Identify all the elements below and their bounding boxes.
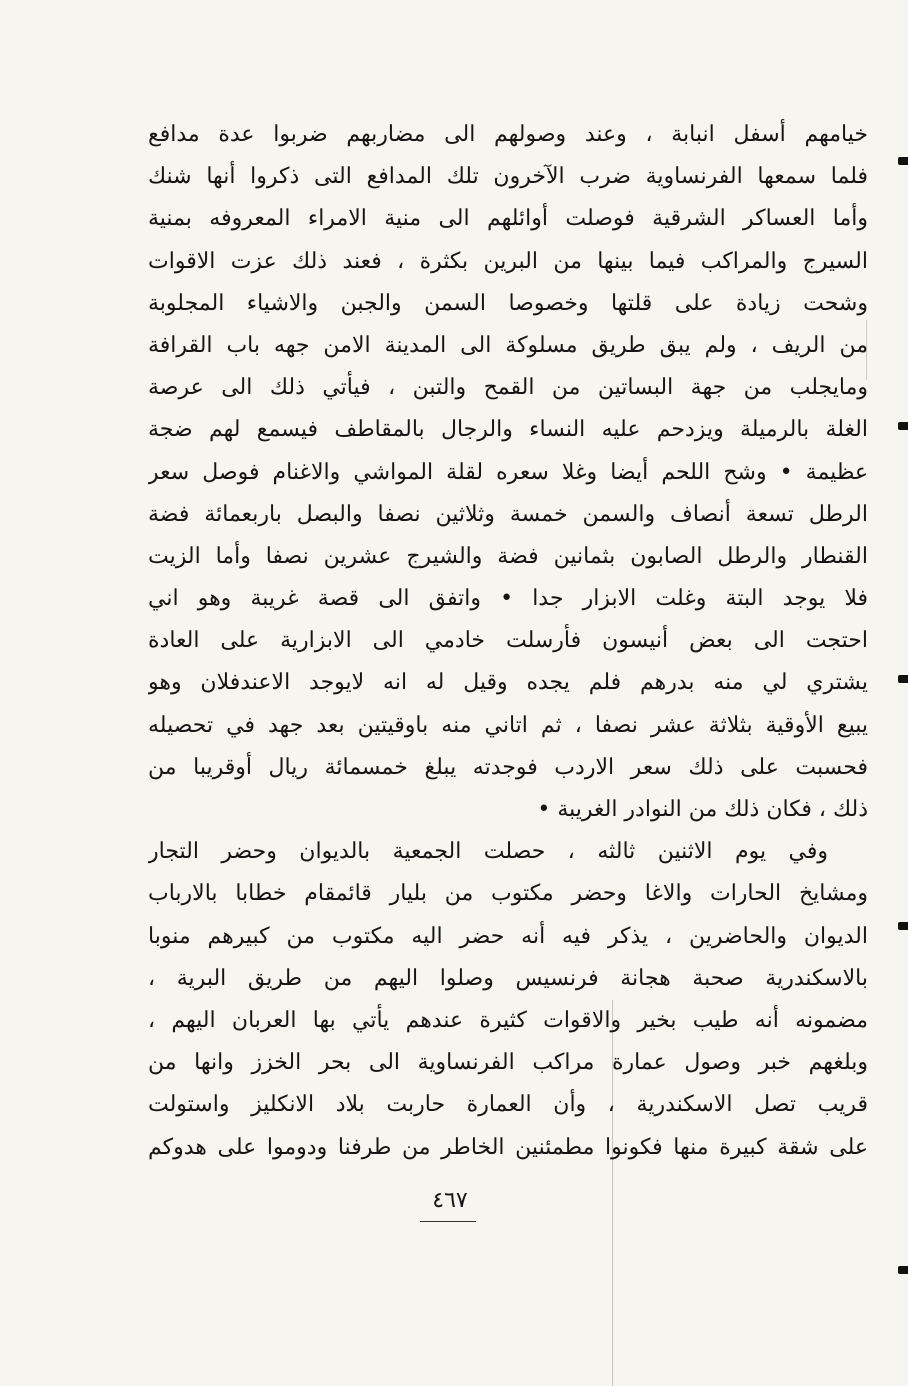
edge-ink-mark bbox=[898, 1266, 908, 1274]
text-line: يشتري لي منه بدرهم فلم يجده وقيل له انه لايوجد الاعندفلان وهو bbox=[148, 670, 868, 696]
edge-ink-mark bbox=[898, 422, 908, 430]
text-line: يبيع الأوقية بثلاثة عشر نصفا ، ثم اتاني منه باوقيتين بعد جهد في تحصيله bbox=[148, 712, 868, 738]
edge-ink-mark bbox=[898, 157, 908, 165]
text-line: على شقة كبيرة منها فكونوا مطمئنين الخاطر من طرفنا ودوموا على هدوكم bbox=[148, 1134, 868, 1160]
edge-ink-mark bbox=[898, 922, 908, 930]
paragraph-end-line: ذلك ، فكان ذلك من النوادر الغريبة • bbox=[537, 797, 868, 822]
text-line: عظيمة • وشح اللحم أيضا وغلا سعره لقلة المواشي والاغنام فوصل سعر bbox=[148, 459, 868, 485]
page-number-underline bbox=[420, 1221, 476, 1222]
text-line: بالاسكندرية صحبة هجانة فرنسيس وصلوا اليهم من طريق البرية ، bbox=[148, 965, 868, 991]
page-number: ٤٦٧ bbox=[432, 1188, 468, 1213]
text-line: وبلغهم خبر وصول عمارة مراكب الفرنساوية الى بحر الخزز وانها من bbox=[148, 1050, 868, 1076]
text-line: الرطل تسعة أنصاف والسمن خمسة وثلاثين نصفا والبصل باربعمائة فضة bbox=[148, 501, 868, 527]
text-line: الديوان والحاضرين ، يذكر فيه أنه حضر اليه مكتوب من كبيرهم منوبا bbox=[148, 923, 868, 949]
text-line: فلا يوجد البتة وغلت الابزار جدا • واتفق الى قصة غريبة وهو اني bbox=[148, 586, 868, 612]
text-line: فلما سمعها الفرنساوية ضرب الآخرون تلك المدافع التى ذكروا أنها شنك bbox=[148, 164, 868, 190]
text-line: فحسبت على ذلك سعر الاردب فوجدته يبلغ خمسمائة ريال أوقريبا من bbox=[148, 754, 868, 780]
text-line: خيامهم أسفل انبابة ، وعند وصولهم الى مضاربهم ضربوا عدة مدافع bbox=[148, 122, 868, 147]
text-line: القنطار والرطل الصابون بثمانين فضة والشيرج عشرين نصفا وأما الزيت bbox=[148, 543, 868, 569]
text-line: ومايجلب من جهة البساتين من القمح والتبن ، فيأتي ذلك الى عرصة bbox=[148, 375, 868, 401]
text-line: قريب تصل الاسكندرية ، وأن العمارة حاربت بلاد الانكليز واستولت bbox=[148, 1092, 868, 1118]
body-text bbox=[148, 114, 868, 1169]
paragraph-start-line: وفي يوم الاثنين ثالثه ، حصلت الجمعية بالديوان وحضر التجار bbox=[148, 839, 828, 865]
edge-ink-mark bbox=[898, 675, 908, 683]
text-line: وأما العساكر الشرقية فوصلت أوائلهم الى منية الامراء المعروفه بمنية bbox=[148, 206, 868, 232]
text-line: وشحت زيادة على قلتها وخصوصا السمن والجبن والاشياء المجلوبة bbox=[148, 290, 868, 316]
text-line: احتجت الى بعض أنيسون فأرسلت خادمي الى الابزارية على العادة bbox=[148, 628, 868, 654]
text-line: من الريف ، ولم يبق طريق مسلوكة الى المدينة الامن جهه باب القرافة bbox=[148, 332, 868, 358]
text-line: الغلة بالرميلة ويزدحم عليه النساء والرجال بالمقاطف فيسمع لهم ضجة bbox=[148, 417, 868, 443]
text-line: السيرج والمراكب فيما بينها من البرين بكثرة ، فعند ذلك عزت الاقوات bbox=[148, 248, 868, 274]
text-line: ومشايخ الحارات والاغا وحضر مكتوب من بليار قائمقام خطابا بالارباب bbox=[148, 881, 868, 907]
text-line: مضمونه أنه طيب بخير والاقوات كثيرة عندهم يأتي بها العربان اليهم ، bbox=[148, 1007, 868, 1033]
